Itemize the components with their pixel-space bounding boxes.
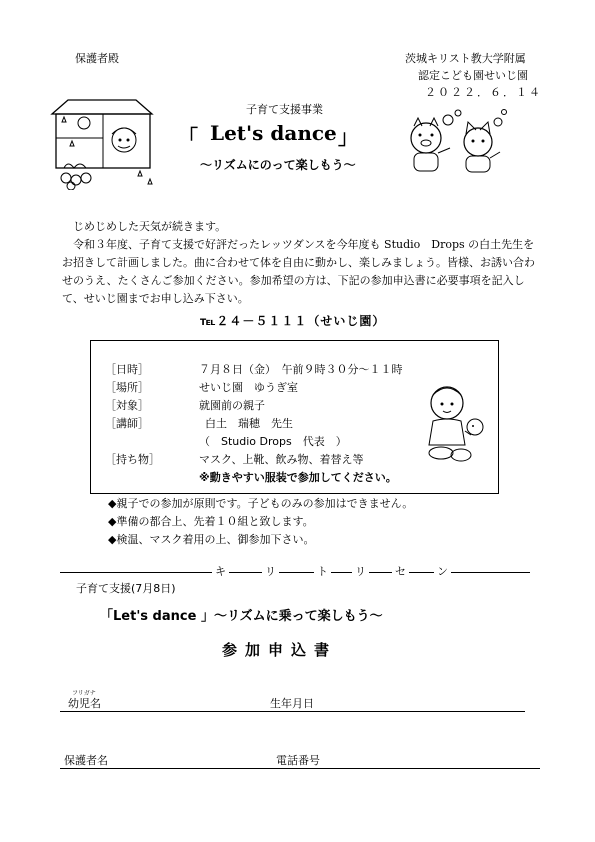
phone-number: ℡２４－５１１１（せいじ園） [200,314,386,328]
detail-value: せいじ園 ゆうぎ室 [199,381,298,394]
note-2: ◆準備の都合上、先着１０組と致します。 [108,515,314,528]
event-details-box [90,340,499,494]
detail-label: ［持ち物］ [105,453,160,466]
child-name-field[interactable] [60,711,525,712]
org-line-2: 認定こども園せいじ園 [418,69,528,82]
event-title: Let's dance [210,121,337,145]
birthdate-label: 生年月日 [270,697,314,710]
pig-and-cat-illustration [400,108,510,178]
detail-value: ７月８日（金） 午前９時３０分～１１時 [199,363,403,376]
cut-char: リ [262,565,279,578]
guardian-name-field[interactable] [60,768,540,769]
paragraph-2: 令和３年度、子育て支援で好評だったレッツダンスを今年度も Studio Drops の白土先生をお招きして計画しました。曲に合わせて体を自由に動かし、楽しみましょう。皆様、お誘い合わせのうえ、たくさんご参加ください。参加希望の方は、下記の参加申込書に必要事項を記入して、せいじ園までお申し込み下さい。 [62,238,535,305]
phone-label: 電話番号 [276,754,320,767]
detail-label: ［講師］ [105,417,149,430]
child-with-toy-illustration [421,381,485,465]
paragraph-1: じめじめした天気が続きます。 [73,220,227,233]
detail-label: ［対象］ [105,399,149,412]
org-line-1: 茨城キリスト教大学附属 [405,52,526,65]
detail-label: ［日時］ [105,363,149,376]
detail-value: ※動きやすい服装で参加してください。 [199,471,397,484]
form-title-line: 「Let's dance 」～リズムに乗って楽しもう～ [100,609,383,624]
issue-date: ２０２２．６．１４ [425,86,542,99]
cut-char: キ [212,565,229,578]
note-3: ◆検温、マスク着用の上、御参加下さい。 [108,533,315,546]
cut-char: セ [392,565,409,578]
cut-char: ト [314,565,331,578]
cut-char: ン [434,565,451,578]
cut-line [60,572,530,573]
title-open-bracket: 「 [178,125,198,149]
guardian-name-label: 保護者名 [64,754,108,767]
child-name-label: 幼児名 [68,697,101,710]
detail-value: 就園前の親子 [199,399,265,412]
intro-body [62,218,540,308]
detail-value: （ Studio Drops 代表 ） [199,435,347,448]
furigana-label: フリガナ [72,690,96,697]
detail-label: ［場所］ [105,381,149,394]
detail-value: マスク、上靴、飲み物、着替え等 [199,453,364,466]
rainy-window-illustration [48,98,156,190]
form-event-label: 子育て支援(7月8日) [76,582,176,595]
program-label: 子育て支援事業 [246,103,323,116]
note-1: ◆親子での参加が原則です。子どものみの参加はできません。 [108,497,414,510]
event-subtitle: ～リズムにのって楽しもう～ [200,158,356,172]
detail-value: 白土 瑞穂 先生 [205,417,293,430]
recipient: 保護者殿 [75,52,119,65]
cut-char: リ [352,565,369,578]
form-heading: 参加申込書 [222,641,338,659]
title-close-bracket: 」 [338,125,358,149]
